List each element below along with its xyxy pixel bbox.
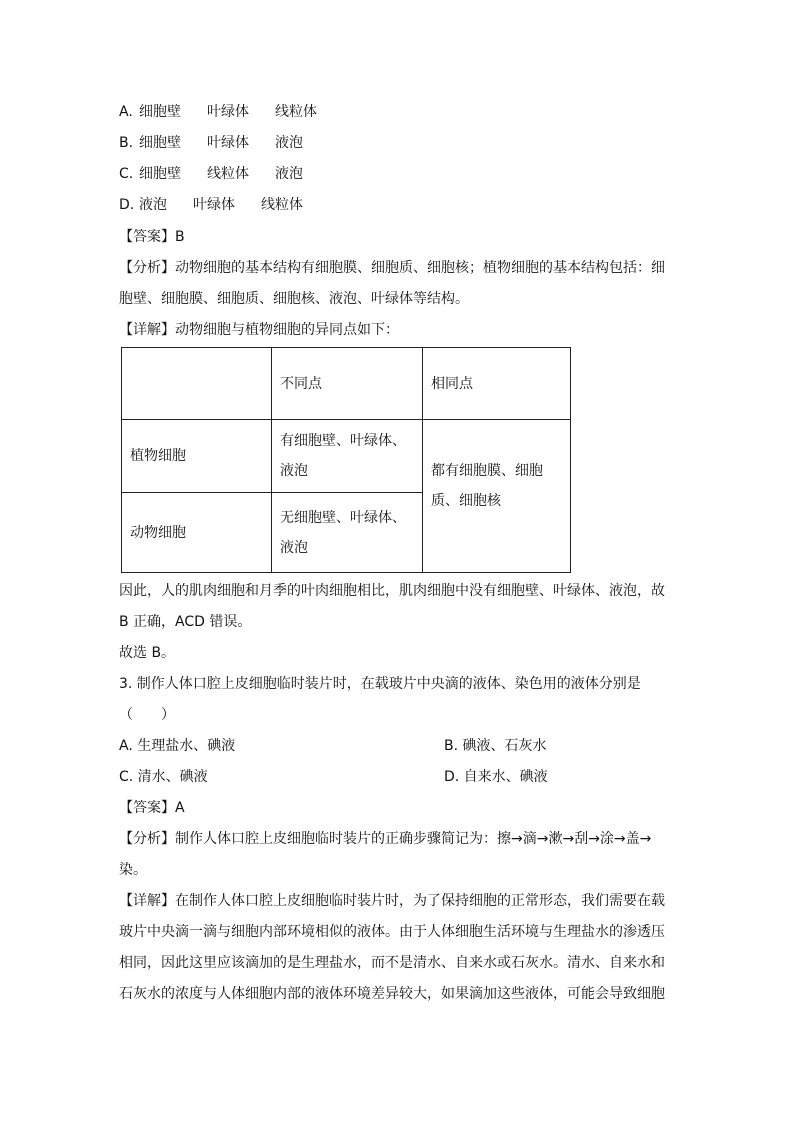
analysis-q3-line1: 【分析】制作人体口腔上皮细胞临时装片的正确步骤简记为：擦→滴→漱→刮→涂→盖→	[119, 831, 652, 847]
table-corner-cell	[122, 348, 272, 420]
option-b-q2: B. 细胞壁 叶绿体 液泡	[119, 135, 303, 151]
option-a-q3: A. 生理盐水、碘液	[119, 738, 236, 754]
table-row-plant-label: 植物细胞	[122, 420, 272, 493]
option-a-q2: A. 细胞壁 叶绿体 线粒体	[119, 104, 317, 120]
answer-q2: 【答案】B	[119, 229, 185, 245]
detail-q3-line2: 玻片中央滴一滴与细胞内部环境相似的液体。由于人体细胞生活环境与生理盐水的渗透压	[119, 924, 665, 940]
detail-intro-q2: 【详解】动物细胞与植物细胞的异同点如下：	[119, 322, 399, 338]
conclusion-q2-line2: B 正确，ACD 错误。	[119, 614, 252, 630]
table-row-animal-diff: 无细胞壁、叶绿体、液泡	[272, 493, 423, 573]
detail-q3-line4: 石灰水的浓度与人体细胞内部的液体环境差异较大，如果滴加这些液体，可能会导致细胞	[119, 986, 665, 1002]
detail-q3-line1: 【详解】在制作人体口腔上皮细胞临时装片时，为了保持细胞的正常形态，我们需要在载	[119, 893, 665, 909]
option-b-q3: B. 碘液、石灰水	[444, 738, 547, 754]
option-c-q3: C. 清水、碘液	[119, 769, 208, 785]
conclusion-q2-line1: 因此，人的肌肉细胞和月季的叶肉细胞相比，肌肉细胞中没有细胞壁、叶绿体、液泡，故	[119, 583, 665, 599]
question-3-stem: 3. 制作人体口腔上皮细胞临时装片时，在载玻片中央滴的液体、染色用的液体分别是	[119, 676, 641, 692]
comparison-table	[121, 347, 571, 573]
option-c-q2: C. 细胞壁 线粒体 液泡	[119, 166, 303, 182]
table-header-same: 相同点	[423, 348, 571, 420]
analysis-q3-line2: 染。	[119, 862, 147, 878]
analysis-q2-line2: 胞壁、细胞膜、细胞质、细胞核、液泡、叶绿体等结构。	[119, 291, 469, 307]
table-row-plant-diff: 有细胞壁、叶绿体、液泡	[272, 420, 423, 493]
question-3-paren: （ ）	[119, 707, 175, 723]
option-d-q2: D. 液泡 叶绿体 线粒体	[119, 197, 303, 213]
table-header-diff: 不同点	[272, 348, 423, 420]
detail-q3-line3: 相同，因此这里应该滴加的是生理盐水，而不是清水、自来水或石灰水。清水、自来水和	[119, 955, 665, 971]
option-d-q3: D. 自来水、碘液	[444, 769, 548, 785]
analysis-q2-line1: 【分析】动物细胞的基本结构有细胞膜、细胞质、细胞核；植物细胞的基本结构包括：细	[119, 260, 665, 276]
table-same-cell: 都有细胞膜、细胞质、细胞核	[423, 420, 571, 573]
answer-q3: 【答案】A	[119, 800, 185, 816]
table-row-animal-label: 动物细胞	[122, 493, 272, 573]
choice-q2: 故选 B。	[119, 645, 176, 661]
